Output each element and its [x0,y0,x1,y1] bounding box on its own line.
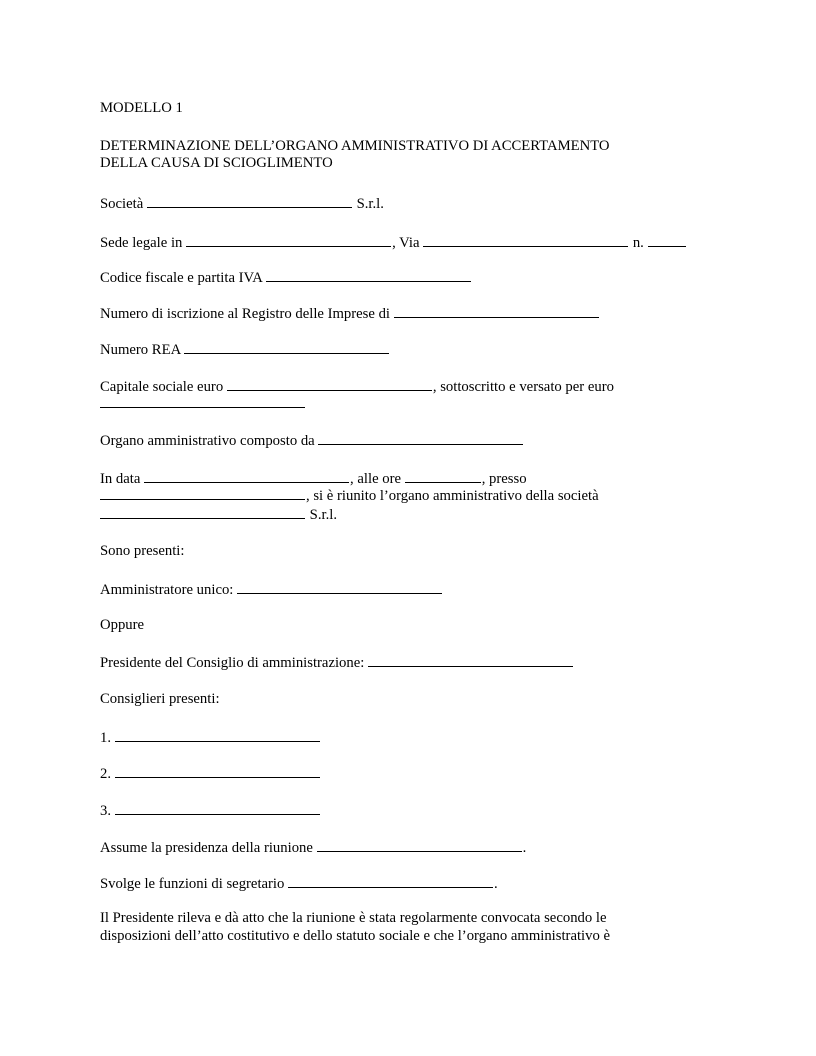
rea-field[interactable] [184,340,389,354]
capitale-versato-field[interactable] [100,394,305,408]
sede-street-field[interactable] [423,233,628,247]
societa-name-field[interactable] [147,194,352,208]
capitale-line-2 [100,394,306,413]
consigliere-item-3: 3. [100,801,321,820]
segretario-line: Svolge le funzioni di segretario . [100,876,498,892]
registro-line: Numero di iscrizione al Registro delle Imprese di [100,304,600,323]
sede-number-field[interactable] [648,233,686,247]
presidenza-field[interactable] [317,838,522,852]
riunione-line-1: In data , alle ore , presso [100,471,527,487]
capitale-line-1: Capitale sociale euro , sottoscritto e versato per euro [100,379,614,395]
model-number: MODELLO 1 [100,100,183,116]
consigliere-1-field[interactable] [115,728,320,742]
riunione-line-2: , si è riunito l’organo amministrativo della società [100,486,599,505]
amministratore-unico-field[interactable] [237,580,442,594]
paragraph-line-1: Il Presidente rileva e dà atto che la riunione è stata regolarmente convocata secondo le [100,910,607,926]
luogo-field[interactable] [100,486,305,500]
ora-field[interactable] [405,469,481,483]
registro-field[interactable] [394,304,599,318]
organo-field[interactable] [318,431,523,445]
consigliere-3-field[interactable] [115,801,320,815]
segretario-field[interactable] [288,874,493,888]
sono-presenti: Sono presenti: [100,543,185,559]
document-title-line-1: DETERMINAZIONE DELL’ORGANO AMMINISTRATIVO DI ACCERTAMENTO [100,138,610,154]
societa-line: Società S.r.l. [100,196,384,212]
data-field[interactable] [144,469,349,483]
sede-city-field[interactable] [186,233,391,247]
amministratore-unico-line: Amministratore unico: [100,580,443,599]
consigliere-item-1: 1. [100,728,321,747]
codice-fiscale-field[interactable] [266,268,471,282]
consigliere-2-field[interactable] [115,764,320,778]
document-title-line-2: DELLA CAUSA DI SCIOGLIMENTO [100,155,333,171]
presidente-cda-field[interactable] [368,653,573,667]
presidenza-line: Assume la presidenza della riunione . [100,840,527,856]
capitale-euro-field[interactable] [227,377,432,391]
presidente-cda-line: Presidente del Consiglio di amministrazione: [100,653,574,672]
rea-line: Numero REA [100,340,390,359]
sede-line: Sede legale in , Via n. [100,233,687,252]
oppure: Oppure [100,617,145,633]
consiglieri-label: Consiglieri presenti: [100,691,220,707]
riunione-line-3: S.r.l. [100,505,337,524]
codice-fiscale-line: Codice fiscale e partita IVA [100,268,472,287]
paragraph-line-2: disposizioni dell’atto costitutivo e dello statuto sociale e che l’organo amministrativo è [100,928,611,944]
societa-riunione-field[interactable] [100,505,305,519]
consigliere-item-2: 2. [100,764,321,783]
organo-line: Organo amministrativo composto da [100,431,524,450]
